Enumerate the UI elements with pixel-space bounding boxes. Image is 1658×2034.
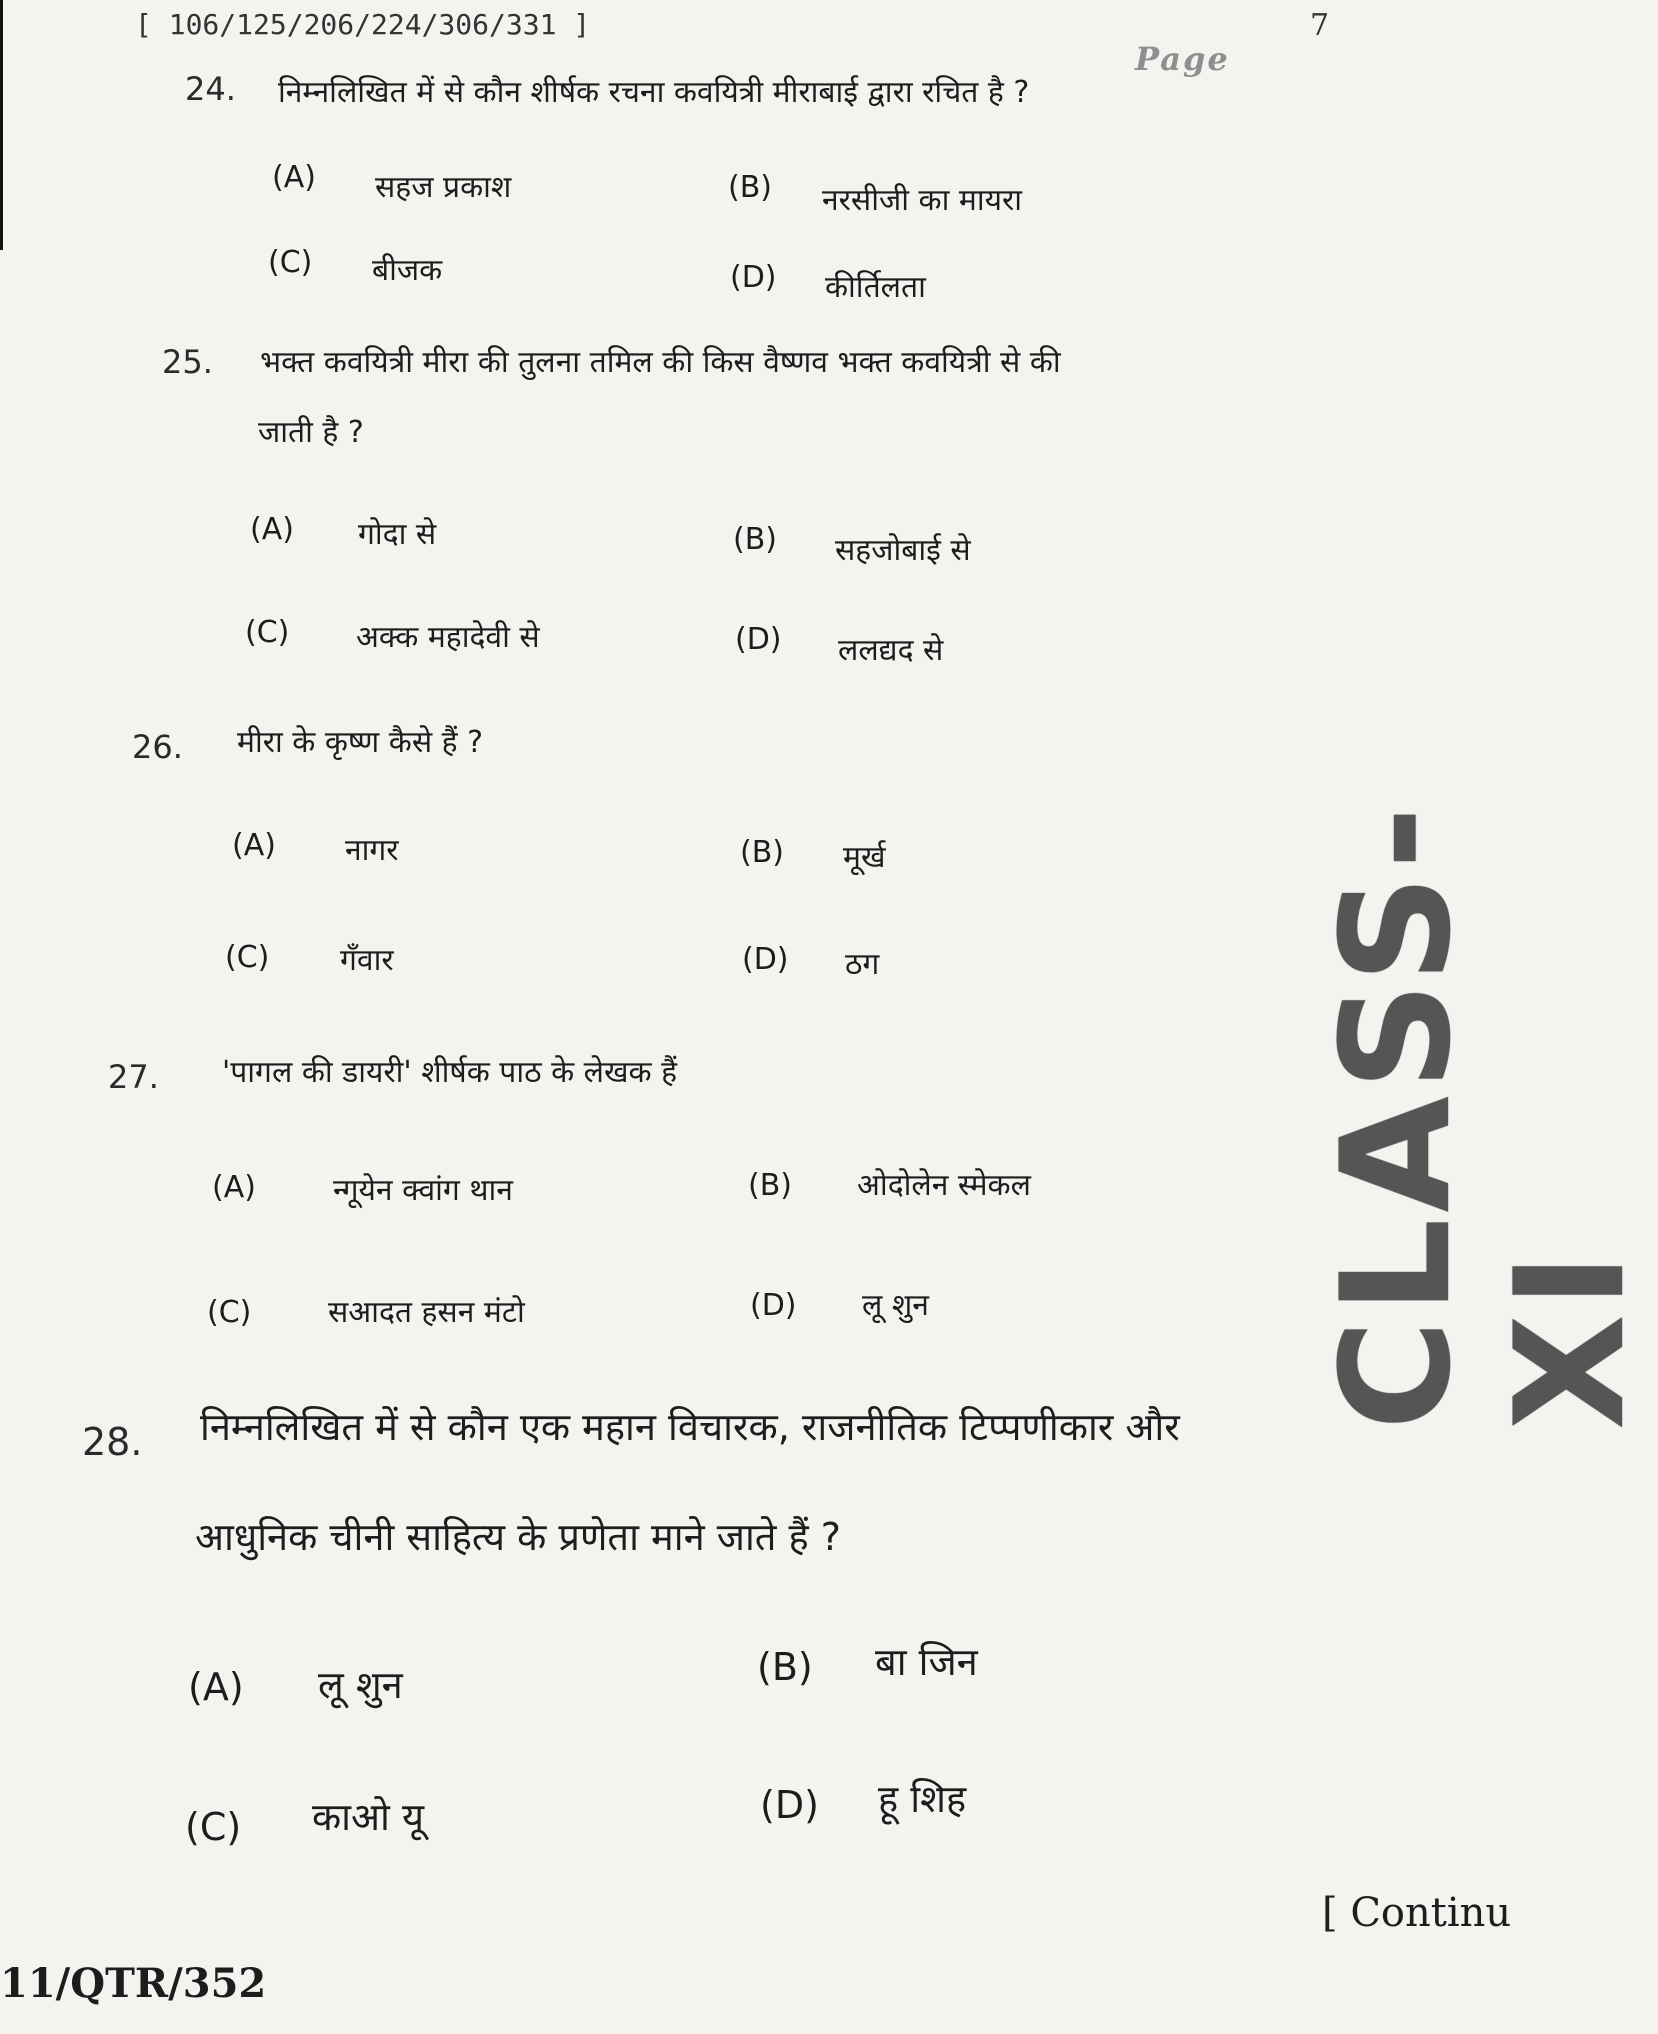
footer-code: 11/QTR/352 (0, 1960, 267, 2007)
option-text: बीजक (372, 253, 443, 288)
option-text: कीर्तिलता (825, 270, 926, 305)
option-label: (D) (735, 622, 782, 657)
option-text: सआदत हसन मंटो (328, 1295, 525, 1330)
question-number: 28. (82, 1420, 143, 1464)
option-text: गोदा से (358, 517, 437, 552)
paper-code-header: [ 106/125/206/224/306/331 ] (135, 8, 591, 41)
class-stamp: CLASS-XI (1310, 800, 1658, 1430)
question-text-line-1: निम्नलिखित में से कौन एक महान विचारक, राजनीतिक टिप्पणीकार और (200, 1405, 1180, 1449)
question-number: 26. (132, 728, 183, 766)
option-label: (D) (742, 942, 789, 977)
option-text: न्गूयेन क्वांग थान (333, 1173, 513, 1208)
option-text: हू शिह (878, 1777, 967, 1821)
option-text: नागर (345, 833, 399, 868)
question-text: मीरा के कृष्ण कैसे हैं ? (237, 725, 484, 760)
option-text: ललद्यद से (838, 633, 944, 668)
option-label: (B) (740, 835, 784, 870)
option-label: (C) (268, 245, 313, 280)
page-number: 7 (1310, 8, 1330, 43)
option-text: लू शुन (318, 1663, 403, 1707)
question-text: 'पागल की डायरी' शीर्षक पाठ के लेखक हैं (222, 1055, 678, 1090)
option-text: सहज प्रकाश (375, 170, 512, 205)
option-text: सहजोबाई से (835, 533, 971, 568)
question-number: 24. (185, 70, 236, 108)
option-label: (B) (728, 170, 772, 205)
option-text: अक्क महादेवी से (356, 620, 540, 655)
option-text: काओ यू (312, 1795, 425, 1839)
option-text: लू शुन (862, 1288, 929, 1323)
option-text: बा जिन (875, 1640, 978, 1684)
option-label: (A) (272, 160, 316, 195)
option-text: मूर्ख (843, 840, 886, 875)
option-label: (B) (757, 1645, 813, 1689)
question-number: 25. (162, 343, 213, 381)
option-text: ओदोलेन स्मेकल (857, 1168, 1031, 1203)
option-label: (B) (733, 522, 777, 557)
option-label: (A) (232, 828, 276, 863)
continue-note: [ Continu (1322, 1890, 1512, 1936)
option-label: (D) (730, 260, 777, 295)
option-label: (C) (185, 1805, 242, 1849)
question-text-line-2: जाती है ? (258, 415, 364, 450)
question-text: निम्नलिखित में से कौन शीर्षक रचना कवयित्री मीराबाई द्वारा रचित है ? (278, 75, 1030, 110)
option-text: गँवार (340, 943, 394, 978)
paper-edge (0, 0, 3, 250)
option-label: (A) (188, 1665, 244, 1709)
question-text-line-2: आधुनिक चीनी साहित्य के प्रणेता माने जाते हैं ? (195, 1515, 841, 1559)
question-text-line-1: भक्त कवयित्री मीरा की तुलना तमिल की किस वैष्णव भक्त कवयित्री से की (260, 345, 1061, 380)
page-label: Page (1135, 40, 1230, 78)
option-text: ठग (845, 947, 880, 982)
option-label: (A) (212, 1170, 256, 1205)
option-label: (A) (250, 512, 294, 547)
question-number: 27. (108, 1058, 159, 1096)
option-label: (B) (748, 1168, 792, 1203)
option-label: (D) (760, 1783, 819, 1827)
option-label: (C) (207, 1295, 252, 1330)
option-text: नरसीजी का मायरा (822, 183, 1023, 218)
option-label: (D) (750, 1288, 797, 1323)
option-label: (C) (225, 940, 270, 975)
option-label: (C) (245, 615, 290, 650)
